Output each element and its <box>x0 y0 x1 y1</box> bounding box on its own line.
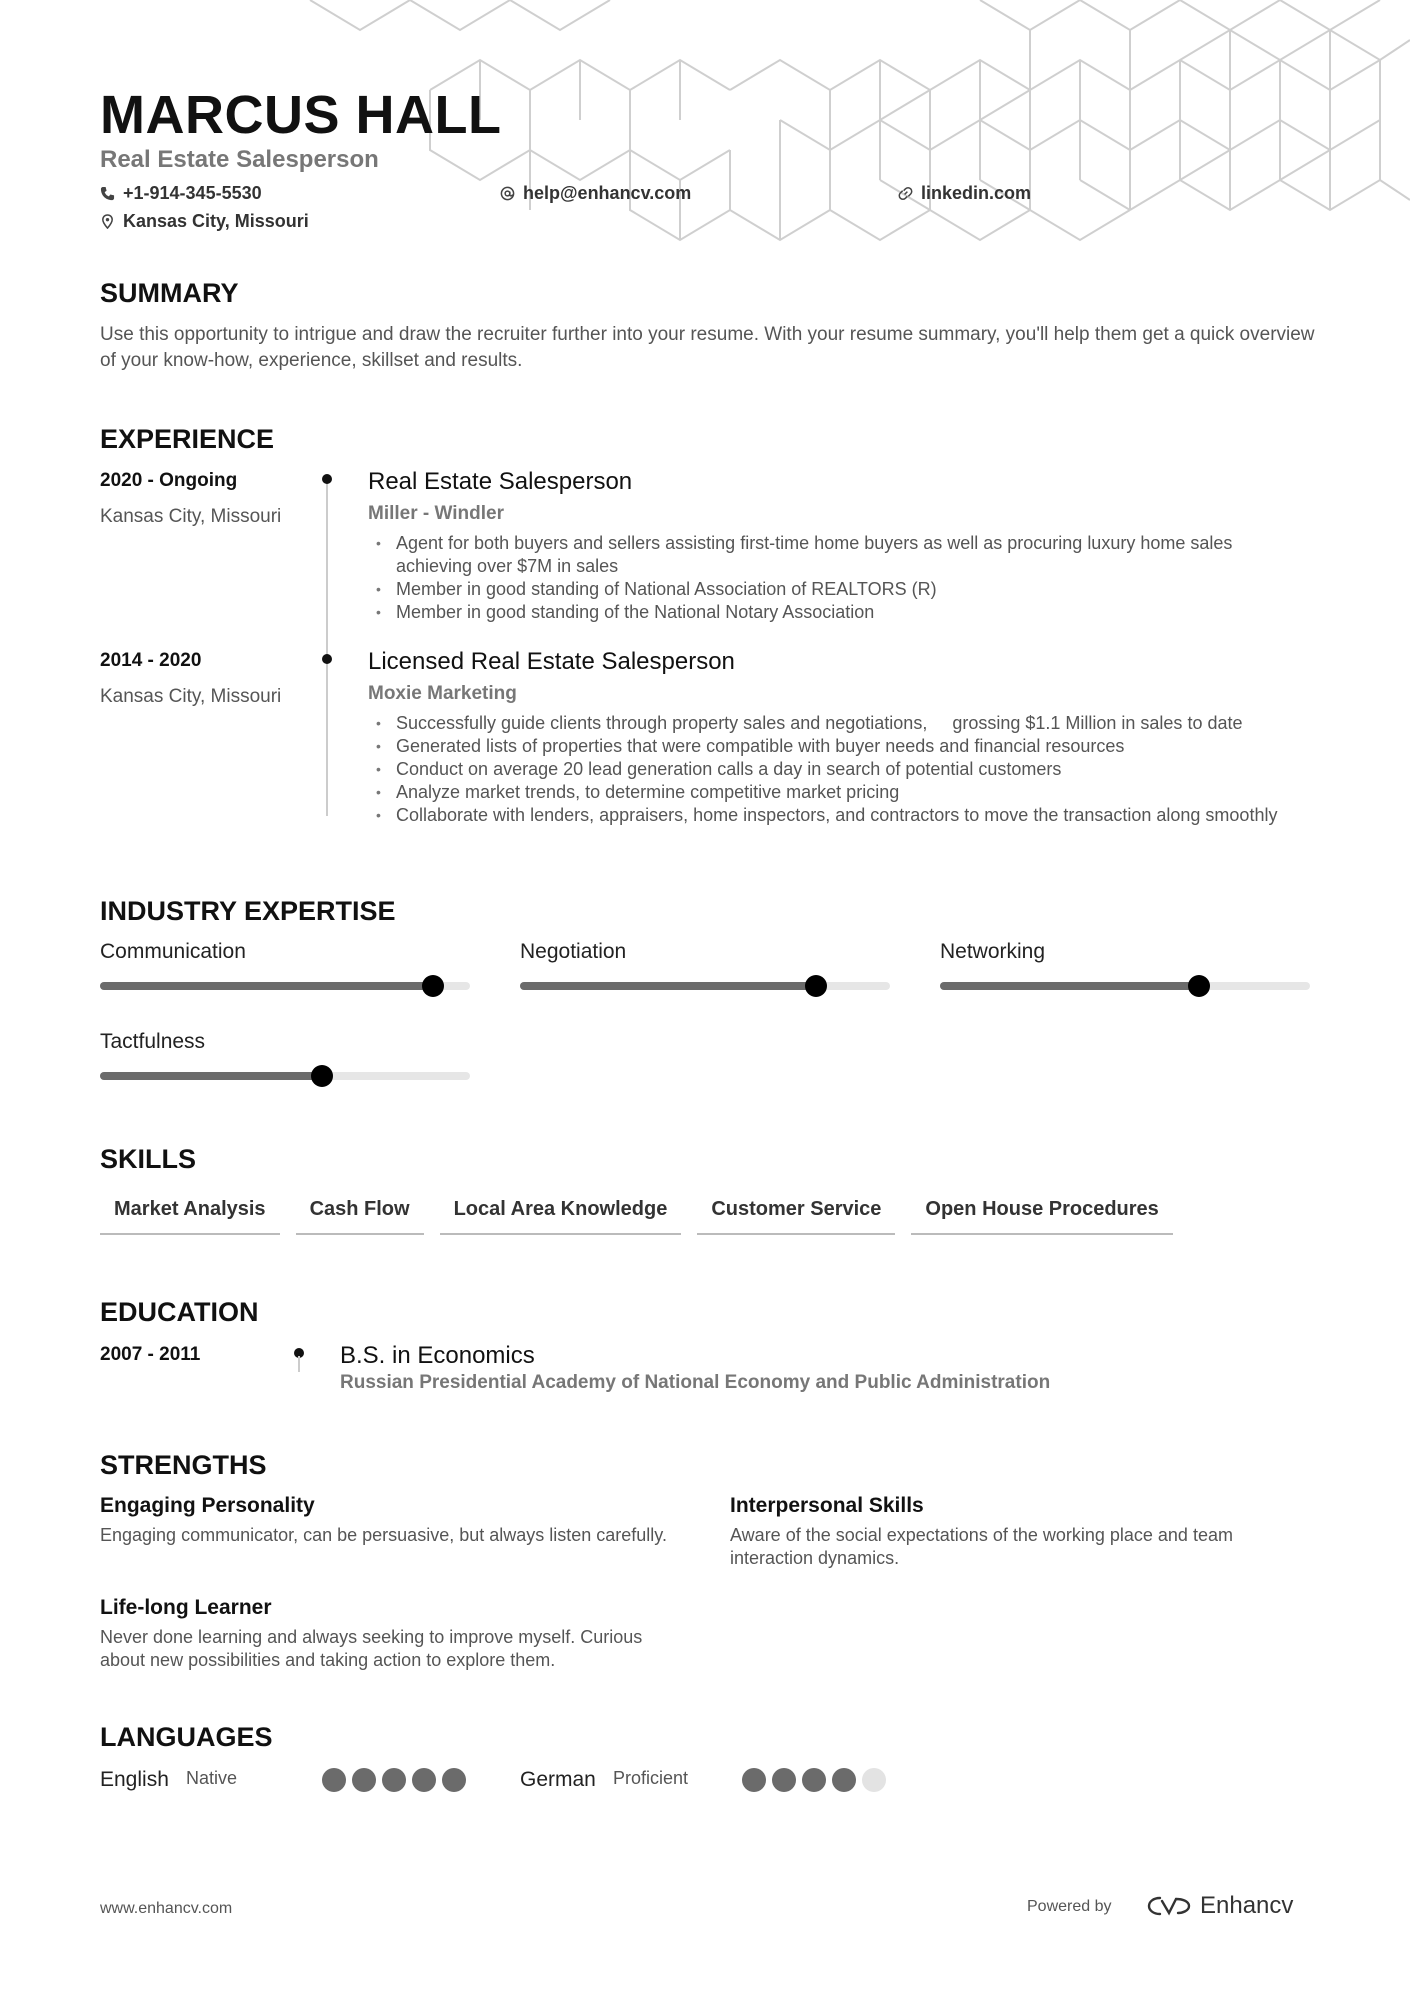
expertise-slider <box>100 1072 470 1080</box>
candidate-name: MARCUS HALL <box>100 85 502 145</box>
job-bullet: • Agent for both buyers and sellers assisting first-time home buyers as well as procuring luxury home sales achieving over $7M in sales <box>368 532 1308 578</box>
strengths-heading: STRENGTHS <box>100 1450 267 1480</box>
strength-text: Never done learning and always seeking to improve myself. Curious about new possibilities and taking action to explore them. <box>100 1627 643 1670</box>
location-contact <box>100 211 309 232</box>
job-dates: 2020 - Ongoing <box>100 470 238 491</box>
language-level-dot <box>742 1768 766 1792</box>
expertise-label: Communication <box>100 940 246 963</box>
candidate-title: Real Estate Salesperson <box>100 146 379 173</box>
language-level-dot <box>442 1768 466 1792</box>
job-bullet: • Analyze market trends, to determine competitive market pricing <box>368 781 1308 804</box>
skill-tag: Customer Service <box>697 1198 895 1235</box>
expertise-item <box>520 940 890 990</box>
geometric-pattern-decoration <box>300 0 1410 300</box>
expertise-item <box>100 1030 470 1080</box>
skill-tag: Cash Flow <box>296 1198 424 1235</box>
language-level-dot <box>862 1768 886 1792</box>
timeline-dot <box>322 474 332 484</box>
linkedin-text: linkedin.com <box>921 183 1032 203</box>
expertise-slider <box>520 982 890 990</box>
expertise-item <box>940 940 1310 990</box>
linkedin-contact[interactable] <box>898 183 1031 204</box>
job-dates: 2014 - 2020 <box>100 650 202 671</box>
education-school: Russian Presidential Academy of National Economy and Public Administration <box>340 1372 1051 1393</box>
timeline-dot <box>322 654 332 664</box>
expertise-knob <box>311 1065 333 1087</box>
languages-heading: LANGUAGES <box>100 1722 273 1752</box>
language-name: German <box>520 1768 596 1791</box>
strength-text: Engaging communicator, can be persuasive, but always listen carefully. <box>100 1525 667 1545</box>
job-bullets <box>368 532 1308 624</box>
phone-icon <box>100 186 115 201</box>
language-dots <box>742 1768 892 1797</box>
job-bullet: • Generated lists of properties that were compatible with buyer needs and financial resources <box>368 735 1308 758</box>
location-text: Kansas City, Missouri <box>123 211 309 231</box>
strength-item <box>730 1494 1310 1570</box>
job-location: Kansas City, Missouri <box>100 506 282 527</box>
strength-item <box>100 1494 680 1547</box>
expertise-fill <box>100 1072 322 1080</box>
language-level: Proficient <box>613 1768 689 1788</box>
skills-heading: SKILLS <box>100 1144 197 1174</box>
email-contact[interactable] <box>500 183 691 204</box>
experience-heading: EXPERIENCE <box>100 424 275 454</box>
language-level-dot <box>322 1768 346 1792</box>
education-degree: B.S. in Economics <box>340 1342 535 1369</box>
footer-powered-by: Powered by <box>1027 1898 1112 1915</box>
job-company: Miller - Windler <box>368 503 505 524</box>
email-text: help@enhancv.com <box>523 183 692 203</box>
job-location: Kansas City, Missouri <box>100 686 282 707</box>
strength-text: Aware of the social expectations of the working place and team interaction dynamics. <box>730 1525 1233 1568</box>
job-company: Moxie Marketing <box>368 683 517 704</box>
language-level-dot <box>352 1768 376 1792</box>
language-level: Native <box>186 1768 238 1788</box>
enhancv-brand-text: Enhancv <box>1200 1892 1294 1919</box>
job-bullet: • Collaborate with lenders, appraisers, home inspectors, and contractors to move the transaction along smoothly <box>368 804 1308 827</box>
expertise-fill <box>100 982 433 990</box>
language-level-dot <box>832 1768 856 1792</box>
summary-text: Use this opportunity to intrigue and draw the recruiter further into your resume. With your resume summary, you'll help them get a quick overview of your know-how, experience, skillset and results. <box>100 324 1315 371</box>
expertise-slider <box>940 982 1310 990</box>
job-bullet: • Member in good standing of National Association of REALTORS (R) <box>368 578 1308 601</box>
map-pin-icon <box>100 214 115 229</box>
strength-title: Life-long Learner <box>100 1596 272 1619</box>
strength-item <box>100 1596 680 1672</box>
phone-text: +1-914-345-5530 <box>123 183 262 203</box>
education-timeline-line <box>298 1356 300 1372</box>
footer-brand[interactable] <box>1146 1892 1293 1920</box>
expertise-label: Tactfulness <box>100 1030 206 1053</box>
expertise-item <box>100 940 470 990</box>
summary-heading: SUMMARY <box>100 278 239 308</box>
language-name: English <box>100 1768 169 1791</box>
education-heading: EDUCATION <box>100 1297 259 1327</box>
language-level-dot <box>382 1768 406 1792</box>
expertise-knob <box>805 975 827 997</box>
expertise-fill <box>520 982 816 990</box>
expertise-knob <box>1188 975 1210 997</box>
education-dates: 2007 - 2011 <box>100 1344 201 1365</box>
job-bullet: • Conduct on average 20 lead generation calls a day in search of potential customers <box>368 758 1308 781</box>
expertise-fill <box>940 982 1199 990</box>
skill-tag: Local Area Knowledge <box>440 1198 682 1235</box>
job-title: Real Estate Salesperson <box>368 468 633 495</box>
enhancv-logo-icon <box>1146 1893 1192 1919</box>
expertise-heading: INDUSTRY EXPERTISE <box>100 896 396 926</box>
language-level-dot <box>772 1768 796 1792</box>
language-level-dot <box>802 1768 826 1792</box>
skill-tag: Market Analysis <box>100 1198 280 1235</box>
job-bullet: • Member in good standing of the National Notary Association <box>368 601 1308 624</box>
strength-title: Interpersonal Skills <box>730 1494 924 1517</box>
expertise-slider <box>100 982 470 990</box>
job-bullet: • Successfully guide clients through property sales and negotiations, grossing $1.1 Million in sales to date <box>368 712 1308 735</box>
expertise-label: Negotiation <box>520 940 627 963</box>
language-dots <box>322 1768 472 1797</box>
phone-contact[interactable] <box>100 183 262 204</box>
footer-website[interactable]: www.enhancv.com <box>100 1900 233 1917</box>
job-title: Licensed Real Estate Salesperson <box>368 648 735 675</box>
job-bullets <box>368 712 1308 827</box>
expertise-label: Networking <box>940 940 1046 963</box>
strength-title: Engaging Personality <box>100 1494 315 1517</box>
experience-timeline-line <box>326 478 328 816</box>
skills-tag-list <box>100 1198 1173 1235</box>
skill-tag: Open House Procedures <box>911 1198 1172 1235</box>
expertise-knob <box>422 975 444 997</box>
language-level-dot <box>412 1768 436 1792</box>
link-icon <box>898 186 913 201</box>
at-sign-icon <box>500 186 515 201</box>
